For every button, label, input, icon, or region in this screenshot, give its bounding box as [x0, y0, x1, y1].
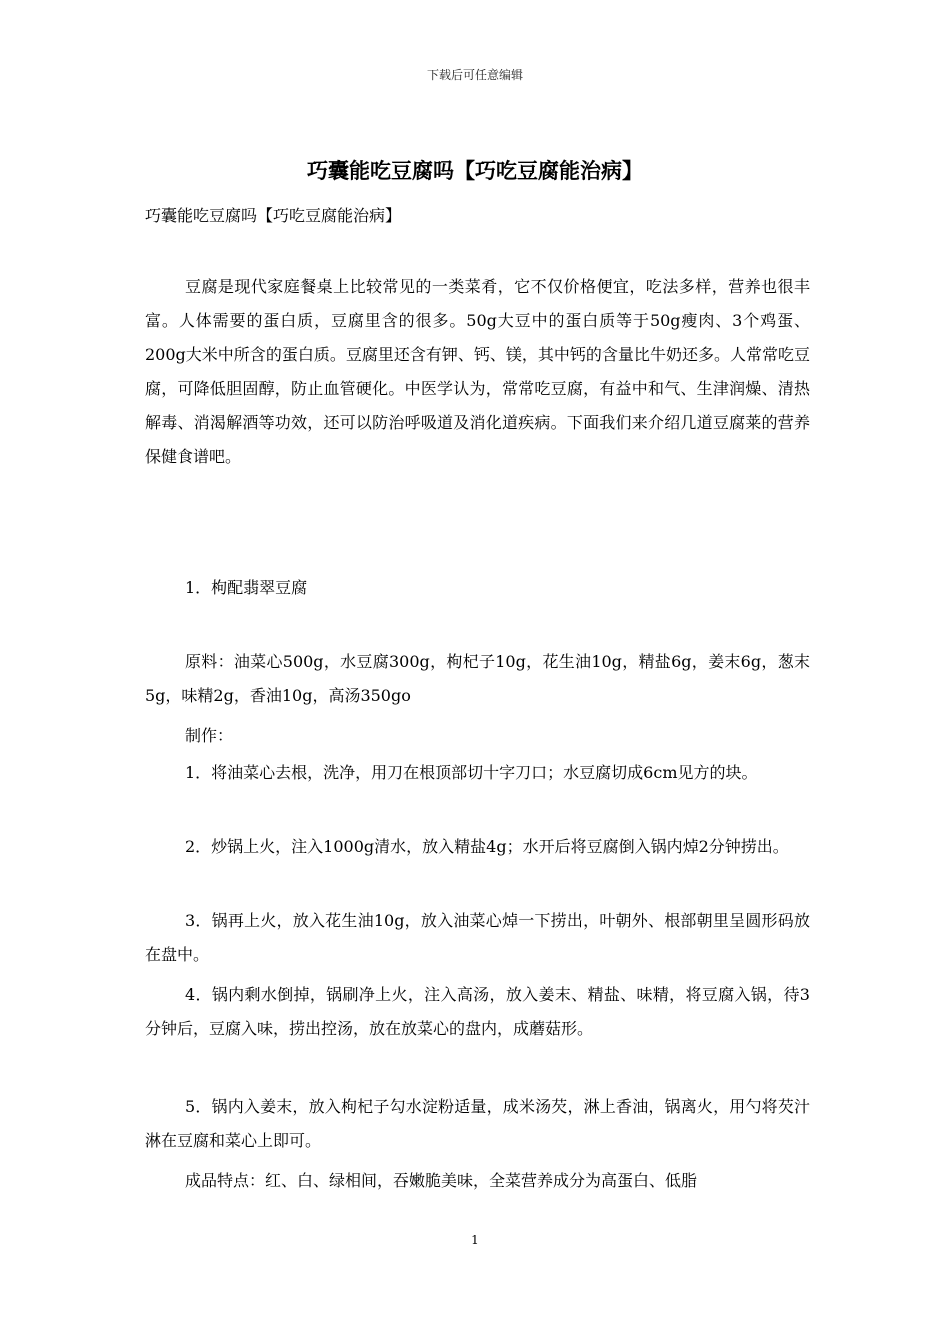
recipe-heading: 1．枸配翡翠豆腐: [185, 578, 308, 597]
page-number: 1: [471, 1233, 479, 1247]
recipe-step-2: 2．炒锅上火，注入1000g清水，放入精盐4g；水开后将豆腐倒入锅内焯2分钟捞出。: [185, 837, 789, 856]
recipe-step-3: 3．锅再上火，放入花生油10g，放入油菜心焯一下捞出，叶朝外、根部朝里呈圆形码放在盘中。: [145, 911, 810, 964]
recipe-method-label: 制作：: [185, 726, 234, 745]
page-header: 下载后可任意编辑: [426, 68, 523, 82]
recipe-step-4: 4．锅内剩水倒掉，锅刷净上火，注入高汤，放入姜末、精盐、味精，将豆腐入锅，待3分钟后，豆腐入味，捞出控汤，放在放菜心的盘内，成蘑菇形。: [145, 985, 810, 1038]
recipe-ingredients: 原料：油菜心500g，水豆腐300g，枸杞子10g，花生油10g，精盐6g，姜末6g，葱末5g，味精2g，香油10g，高汤350go: [145, 652, 810, 705]
recipe-step-1: 1．将油菜心去根，洗净，用刀在根顶部切十字刀口；水豆腐切成6cm见方的块。: [185, 763, 758, 782]
document-subtitle: 巧囊能吃豆腐吗【巧吃豆腐能治病】: [145, 206, 402, 225]
recipe-step-5: 5．锅内入姜末，放入枸杞子勾水淀粉适量，成米汤芡，淋上香油，锅离火，用勺将芡汁淋在豆腐和菜心上即可。: [145, 1097, 810, 1150]
intro-paragraph: 豆腐是现代家庭餐桌上比较常见的一类菜肴，它不仅价格便宜，吃法多样，营养也很丰富。人体需要的蛋白质，豆腐里含的很多。50g大豆中的蛋白质等于50g瘦肉、3个鸡蛋、200g大米中所含的蛋白质。豆腐里还含有钾、钙、镁，其中钙的含量比牛奶还多。人常常吃豆腐，可降低胆固醇，防止血管硬化。中医学认为，常常吃豆腐，有益中和气、生津润燥、清热解毒、消渴解酒等功效，还可以防治呼吸道及消化道疾病。下面我们来介绍几道豆腐莱的营养保健食谱吧。: [145, 277, 810, 466]
recipe-feature: 成品特点：红、白、绿相间，吞嫩脆美味，全菜营养成分为高蛋白、低脂: [185, 1171, 698, 1190]
document-title: 巧囊能吃豆腐吗【巧吃豆腐能治病】: [307, 159, 643, 183]
